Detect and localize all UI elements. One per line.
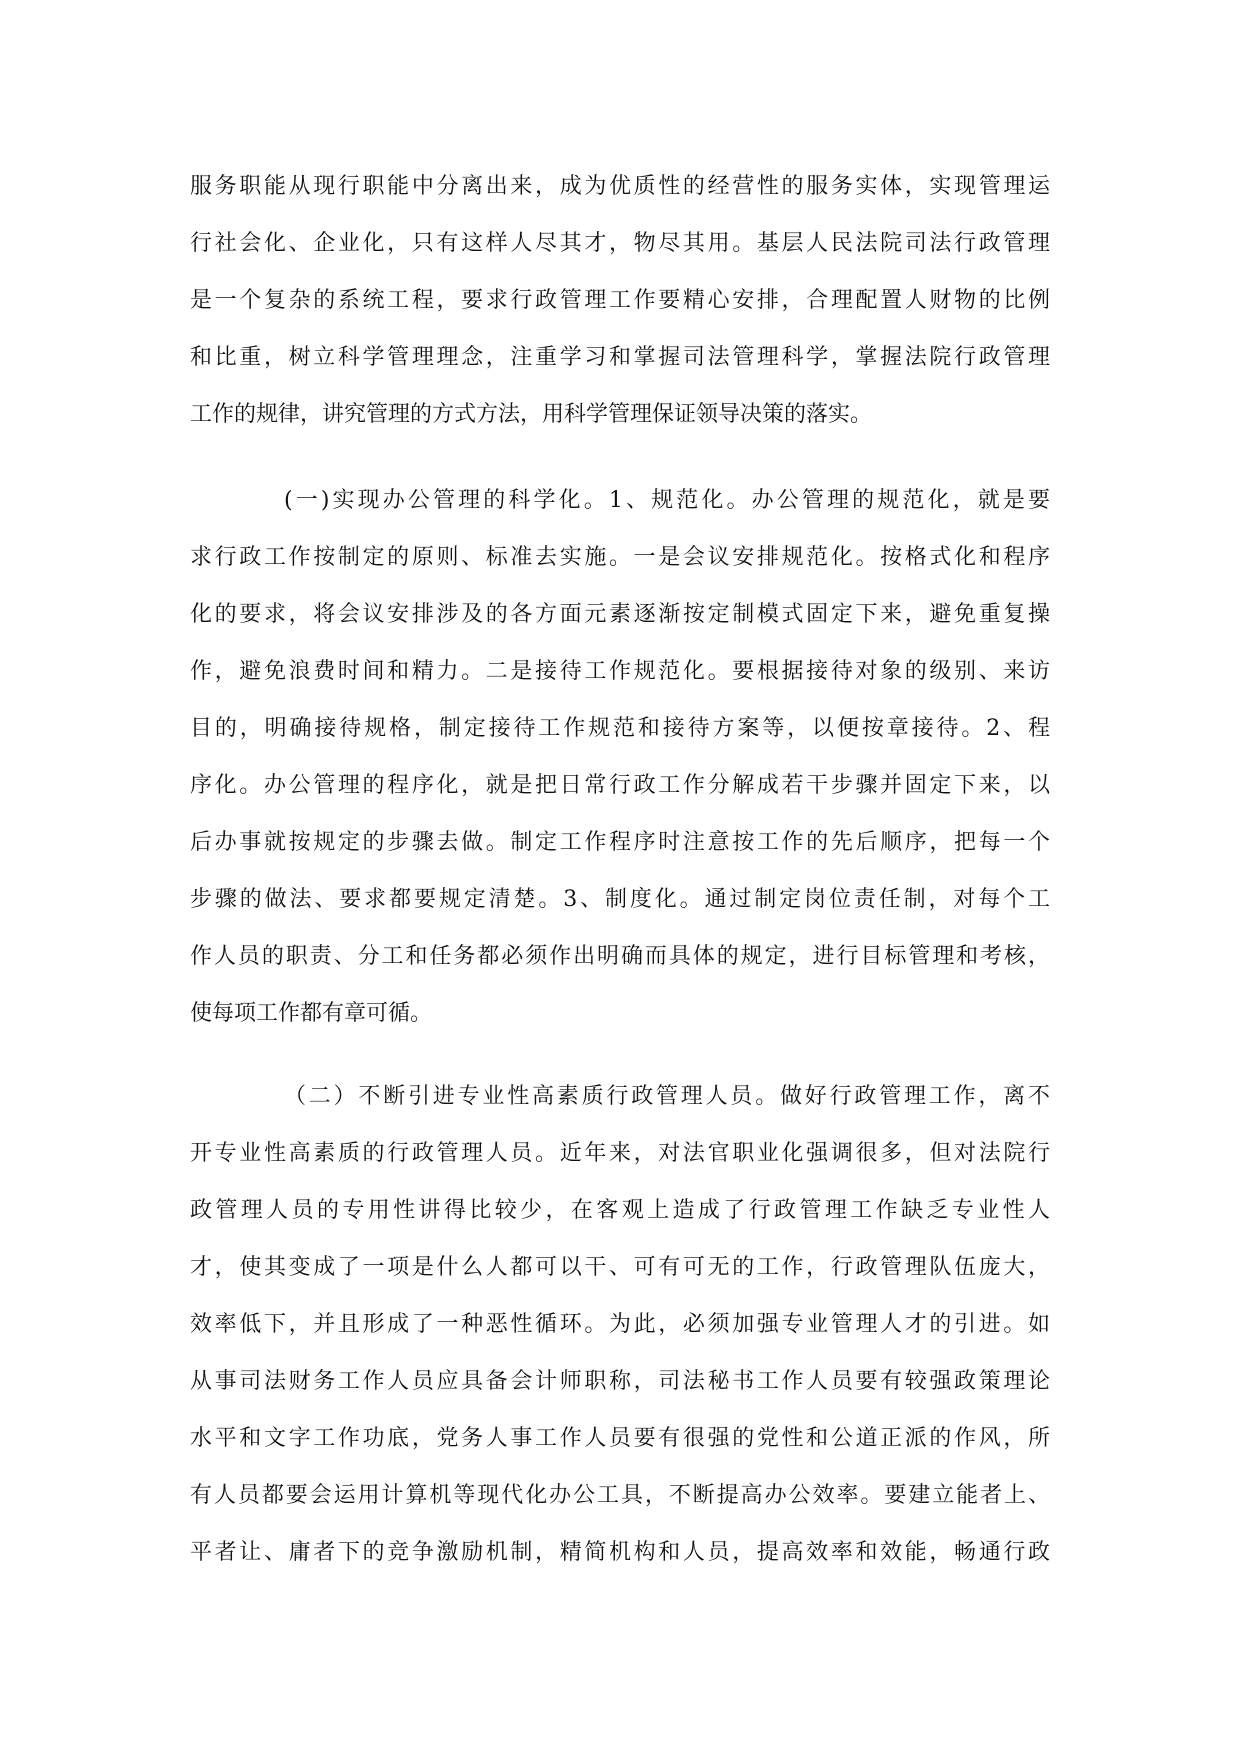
text-line: 才，使其变成了一项是什么人都可以干、可有可无的工作，行政管理队伍庞大， — [190, 1255, 1050, 1280]
paragraph-service-functions — [190, 158, 1050, 443]
text-line: 是一个复杂的系统工程，要求行政管理工作要精心安排，合理配置人财物的比例 — [190, 288, 1050, 313]
text-line: 政管理人员的专用性讲得比较少，在客观上造成了行政管理工作缺乏专业性人 — [190, 1198, 1050, 1223]
text-line: 后办事就按规定的步骤去做。制定工作程序时注意按工作的先后顺序，把每一个 — [190, 830, 1050, 855]
text-line: 有人员都要会运用计算机等现代化办公工具，不断提高办公效率。要建立能者上、 — [190, 1483, 1050, 1508]
text-line: 步骤的做法、要求都要规定清楚。3、制度化。通过制定岗位责任制，对每个工 — [190, 887, 1050, 912]
text-line: 化的要求，将会议安排涉及的各方面元素逐渐按定制模式固定下来，避免重复操 — [190, 602, 1050, 627]
text-line: 目的，明确接待规格，制定接待工作规范和接待方案等，以便按章接待。2、程 — [190, 716, 1050, 741]
paragraph-professional-staff — [190, 1068, 1050, 1581]
text-line: 水平和文字工作功底，党务人事工作人员要有很强的党性和公道正派的作风，所 — [190, 1426, 1050, 1451]
text-line: 和比重，树立科学管理理念，注重学习和掌握司法管理科学，掌握法院行政管理 — [190, 345, 1050, 370]
text-line: 效率低下，并且形成了一种恶性循环。为此，必须加强专业管理人才的引进。如 — [190, 1312, 1050, 1337]
text-line: 作，避免浪费时间和精力。二是接待工作规范化。要根据接待对象的级别、来访 — [190, 659, 1050, 684]
text-line: 平者让、庸者下的竞争激励机制，精简机构和人员，提高效率和效能，畅通行政 — [190, 1540, 1050, 1565]
text-line: 从事司法财务工作人员应具备会计师职称，司法秘书工作人员要有较强政策理论 — [190, 1369, 1050, 1394]
text-line: 开专业性高素质的行政管理人员。近年来，对法官职业化强调很多，但对法院行 — [190, 1141, 1050, 1166]
text-line: （二）不断引进专业性高素质行政管理人员。做好行政管理工作，离不 — [284, 1084, 1050, 1109]
text-line: 行社会化、企业化，只有这样人尽其才，物尽其用。基层人民法院司法行政管理 — [190, 231, 1050, 256]
text-line: 服务职能从现行职能中分离出来，成为优质性的经营性的服务实体，实现管理运 — [190, 174, 1050, 199]
text-line: 求行政工作按制定的原则、标准去实施。一是会议安排规范化。按格式化和程序 — [190, 545, 1050, 570]
text-line: 使每项工作都有章可循。 — [190, 1001, 433, 1026]
text-line: 作人员的职责、分工和任务都必须作出明确而具体的规定，进行目标管理和考核， — [190, 944, 1050, 969]
paragraph-office-management — [190, 472, 1050, 1042]
text-line: (一)实现办公管理的科学化。1、规范化。办公管理的规范化，就是要 — [284, 488, 1050, 513]
text-line: 序化。办公管理的程序化，就是把日常行政工作分解成若干步骤并固定下来，以 — [190, 773, 1050, 798]
text-line: 工作的规律，讲究管理的方式方法，用科学管理保证领导决策的落实。 — [190, 402, 873, 427]
